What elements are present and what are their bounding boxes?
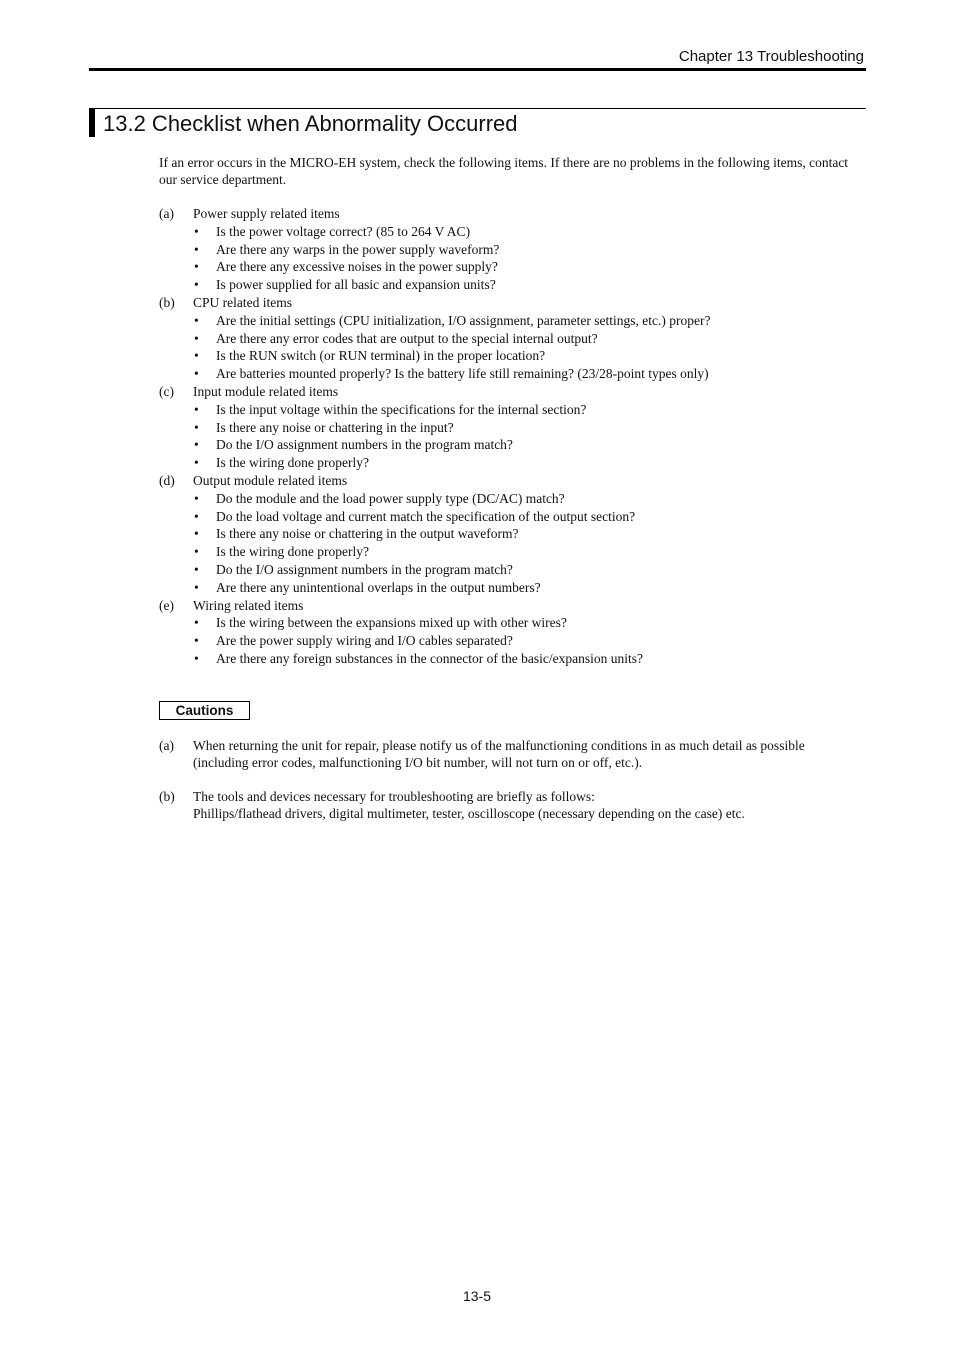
- bullet-icon: •: [194, 241, 199, 257]
- list-item-text: Is there any noise or chattering in the output waveform?: [216, 526, 519, 542]
- checklist-group-heading: [159, 205, 859, 223]
- caution-item: [159, 788, 859, 822]
- bullet-icon: •: [194, 508, 199, 524]
- bullet-icon: •: [194, 366, 199, 382]
- list-item-text: Is there any noise or chattering in the input?: [216, 419, 454, 435]
- list-item-text: Are batteries mounted properly? Is the battery life still remaining? (23/28-point types only): [216, 366, 709, 382]
- checklist-group-heading: [159, 472, 859, 490]
- list-item: [159, 347, 859, 365]
- list-item-text: Are there any foreign substances in the connector of the basic/expansion units?: [216, 650, 643, 666]
- list-item-text: Are there any error codes that are output to the special internal output?: [216, 330, 598, 346]
- list-item: [159, 223, 859, 241]
- bullet-icon: •: [194, 633, 199, 649]
- section-heading-marker: [89, 109, 95, 137]
- list-item: [159, 419, 859, 437]
- bullet-icon: •: [194, 437, 199, 453]
- list-item: [159, 330, 859, 348]
- cautions-list: [159, 737, 859, 822]
- list-item-text: Are the initial settings (CPU initialization, I/O assignment, parameter settings, etc.) proper?: [216, 312, 711, 328]
- bullet-icon: •: [194, 615, 199, 631]
- bullet-icon: •: [194, 330, 199, 346]
- bullet-icon: •: [194, 277, 199, 293]
- checklist: [159, 205, 859, 668]
- caution-text: [193, 788, 859, 822]
- checklist-items: [159, 401, 859, 472]
- cautions-label: Cautions: [159, 701, 250, 720]
- bullet-icon: •: [194, 455, 199, 471]
- list-item: [159, 579, 859, 597]
- intro-paragraph: If an error occurs in the MICRO-EH system, check the following items. If there are no problems in the following items, contact our service department.: [159, 155, 849, 187]
- list-item-text: Do the load voltage and current match the specification of the output section?: [216, 508, 636, 524]
- caution-marker: (b): [159, 788, 175, 804]
- page-number: 13-5: [462, 1288, 492, 1304]
- bullet-icon: •: [194, 259, 199, 275]
- list-item: [159, 401, 859, 419]
- list-item: [159, 543, 859, 561]
- checklist-group-heading: [159, 383, 859, 401]
- list-item-text: Do the module and the load power supply type (DC/AC) match?: [216, 490, 565, 506]
- list-item: [159, 508, 859, 526]
- list-item: [159, 650, 859, 668]
- bullet-icon: •: [194, 401, 199, 417]
- list-item: [159, 525, 859, 543]
- list-item-text: Do the I/O assignment numbers in the program match?: [216, 437, 513, 453]
- header-rule: [89, 68, 866, 71]
- list-item-text: Are the power supply wiring and I/O cables separated?: [216, 633, 513, 649]
- section-heading: [89, 108, 866, 137]
- checklist-group: [159, 597, 859, 668]
- running-header: Chapter 13 Troubleshooting: [678, 48, 864, 65]
- list-item-text: Are there any warps in the power supply waveform?: [216, 241, 500, 257]
- checklist-group-marker: (e): [159, 597, 174, 613]
- list-item: [159, 561, 859, 579]
- list-item: [159, 365, 859, 383]
- bullet-icon: •: [194, 526, 199, 542]
- checklist-group: [159, 472, 859, 597]
- checklist-items: [159, 614, 859, 667]
- bullet-icon: •: [194, 490, 199, 506]
- caution-line: When returning the unit for repair, please notify us of the malfunctioning conditions in as much detail as possible (including error codes, malfunctioning I/O bit number, will not turn on or off, etc.).: [193, 737, 805, 770]
- checklist-items: [159, 312, 859, 383]
- section-title: 13.2 Checklist when Abnormality Occurred: [103, 111, 518, 136]
- list-item-text: Is the RUN switch (or RUN terminal) in the proper location?: [216, 348, 546, 364]
- list-item-text: Is the wiring done properly?: [216, 455, 369, 471]
- caution-line: The tools and devices necessary for troubleshooting are briefly as follows:: [193, 788, 595, 804]
- checklist-group: [159, 294, 859, 383]
- list-item-text: Is the wiring between the expansions mixed up with other wires?: [216, 615, 567, 631]
- checklist-group-heading: [159, 294, 859, 312]
- list-item: [159, 258, 859, 276]
- caution-line: Phillips/flathead drivers, digital multimeter, tester, oscilloscope (necessary depending on the case) etc.: [193, 805, 745, 821]
- checklist-group-title: Input module related items: [193, 383, 339, 399]
- list-item: [159, 436, 859, 454]
- list-item-text: Is the wiring done properly?: [216, 544, 369, 560]
- caution-text: [193, 737, 859, 771]
- list-item: [159, 241, 859, 259]
- list-item-text: Is the power voltage correct? (85 to 264 V AC): [216, 223, 471, 239]
- list-item-text: Are there any excessive noises in the power supply?: [216, 259, 498, 275]
- list-item: [159, 632, 859, 650]
- bullet-icon: •: [194, 561, 199, 577]
- checklist-group-marker: (a): [159, 206, 174, 221]
- list-item: [159, 614, 859, 632]
- list-item-text: Are there any unintentional overlaps in the output numbers?: [216, 579, 541, 595]
- list-item-text: Is power supplied for all basic and expansion units?: [216, 277, 496, 293]
- checklist-items: [159, 223, 859, 294]
- checklist-group: [159, 205, 859, 294]
- main-content: [159, 154, 859, 822]
- checklist-group-marker: (b): [159, 294, 175, 310]
- checklist-group-title: Wiring related items: [193, 597, 304, 613]
- list-item: [159, 312, 859, 330]
- bullet-icon: •: [194, 348, 199, 364]
- checklist-group-title: Power supply related items: [193, 206, 340, 221]
- checklist-group: [159, 383, 859, 472]
- checklist-group-marker: (c): [159, 383, 174, 399]
- bullet-icon: •: [194, 544, 199, 560]
- list-item: [159, 490, 859, 508]
- bullet-icon: •: [194, 223, 199, 239]
- bullet-icon: •: [194, 650, 199, 666]
- bullet-icon: •: [194, 579, 199, 595]
- checklist-group-title: Output module related items: [193, 472, 348, 488]
- checklist-group-title: CPU related items: [193, 294, 292, 310]
- list-item-text: Do the I/O assignment numbers in the program match?: [216, 561, 513, 577]
- bullet-icon: •: [194, 419, 199, 435]
- caution-marker: (a): [159, 737, 174, 753]
- checklist-group-heading: [159, 597, 859, 615]
- list-item: [159, 454, 859, 472]
- caution-item: [159, 737, 859, 771]
- checklist-items: [159, 490, 859, 597]
- list-item-text: Is the input voltage within the specifications for the internal section?: [216, 401, 587, 417]
- bullet-icon: •: [194, 312, 199, 328]
- list-item: [159, 276, 859, 294]
- checklist-group-marker: (d): [159, 472, 175, 488]
